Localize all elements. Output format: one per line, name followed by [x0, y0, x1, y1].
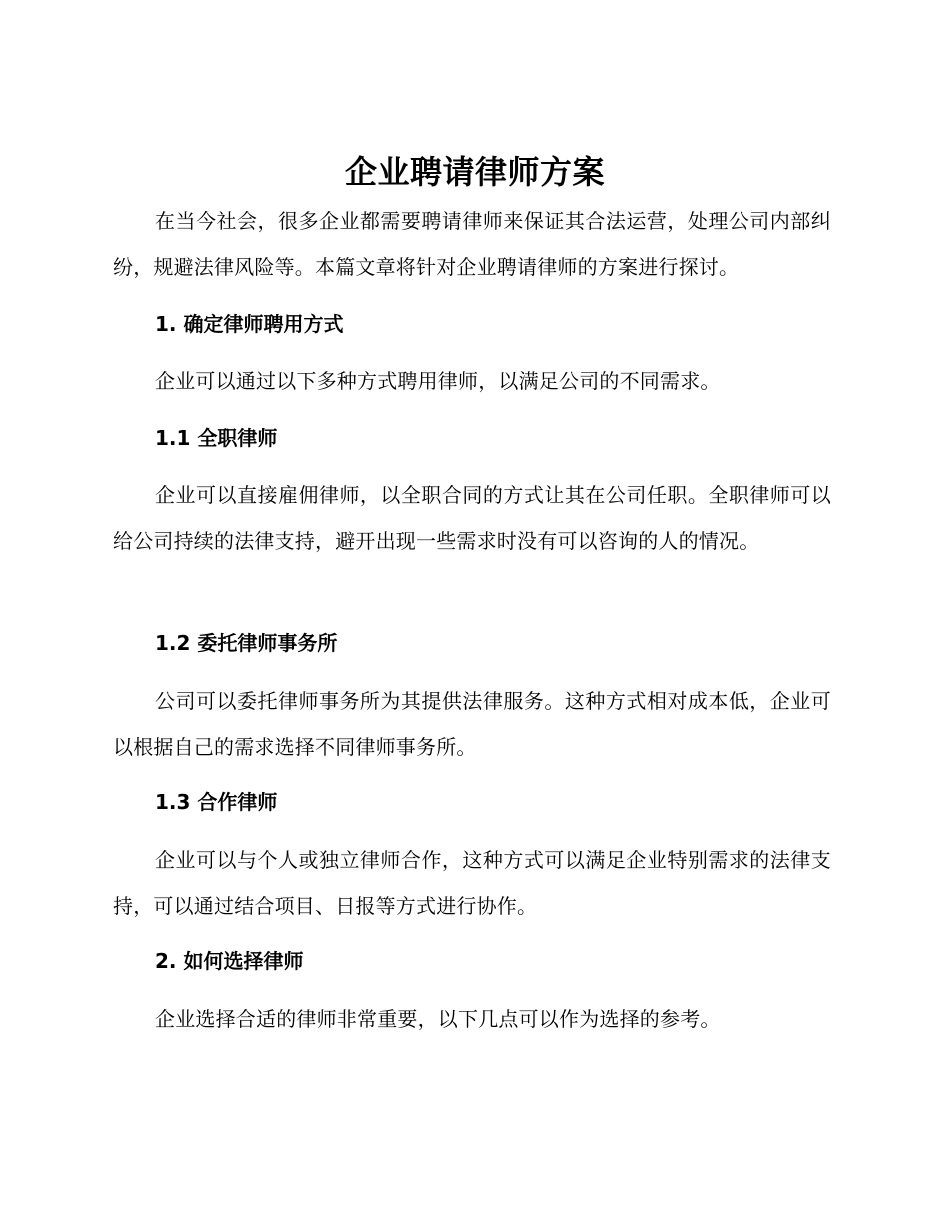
section-1-paragraph: 企业可以通过以下多种方式聘用律师，以满足公司的不同需求。 — [155, 369, 721, 393]
section-1-1-paragraph: 企业可以直接雇佣律师，以全职合同的方式让其在公司任职。全职律师可以给公司持续的法律支持，避开出现一些需求时没有可以咨询的人的情况。 — [113, 483, 831, 553]
section-1-2-paragraph: 公司可以委托律师事务所为其提供法律服务。这种方式相对成本低，企业可以根据自己的需求选择不同律师事务所。 — [113, 689, 831, 759]
section-1-3-heading: 1.3 合作律师 — [155, 790, 278, 814]
section-1-1-heading: 1.1 全职律师 — [155, 426, 278, 450]
intro-paragraph: 在当今社会，很多企业都需要聘请律师来保证其合法运营，处理公司内部纠纷，规避法律风险等。本篇文章将针对企业聘请律师的方案进行探讨。 — [113, 209, 831, 279]
section-1-heading: 1. 确定律师聘用方式 — [155, 312, 344, 336]
section-1-3-paragraph: 企业可以与个人或独立律师合作，这种方式可以满足企业特别需求的法律支持，可以通过结合项目、日报等方式进行协作。 — [113, 848, 831, 918]
section-2-paragraph: 企业选择合适的律师非常重要，以下几点可以作为选择的参考。 — [155, 1007, 721, 1031]
document-title: 企业聘请律师方案 — [344, 153, 605, 191]
section-1-2-heading: 1.2 委托律师事务所 — [155, 631, 338, 655]
section-2-heading: 2. 如何选择律师 — [155, 949, 304, 973]
